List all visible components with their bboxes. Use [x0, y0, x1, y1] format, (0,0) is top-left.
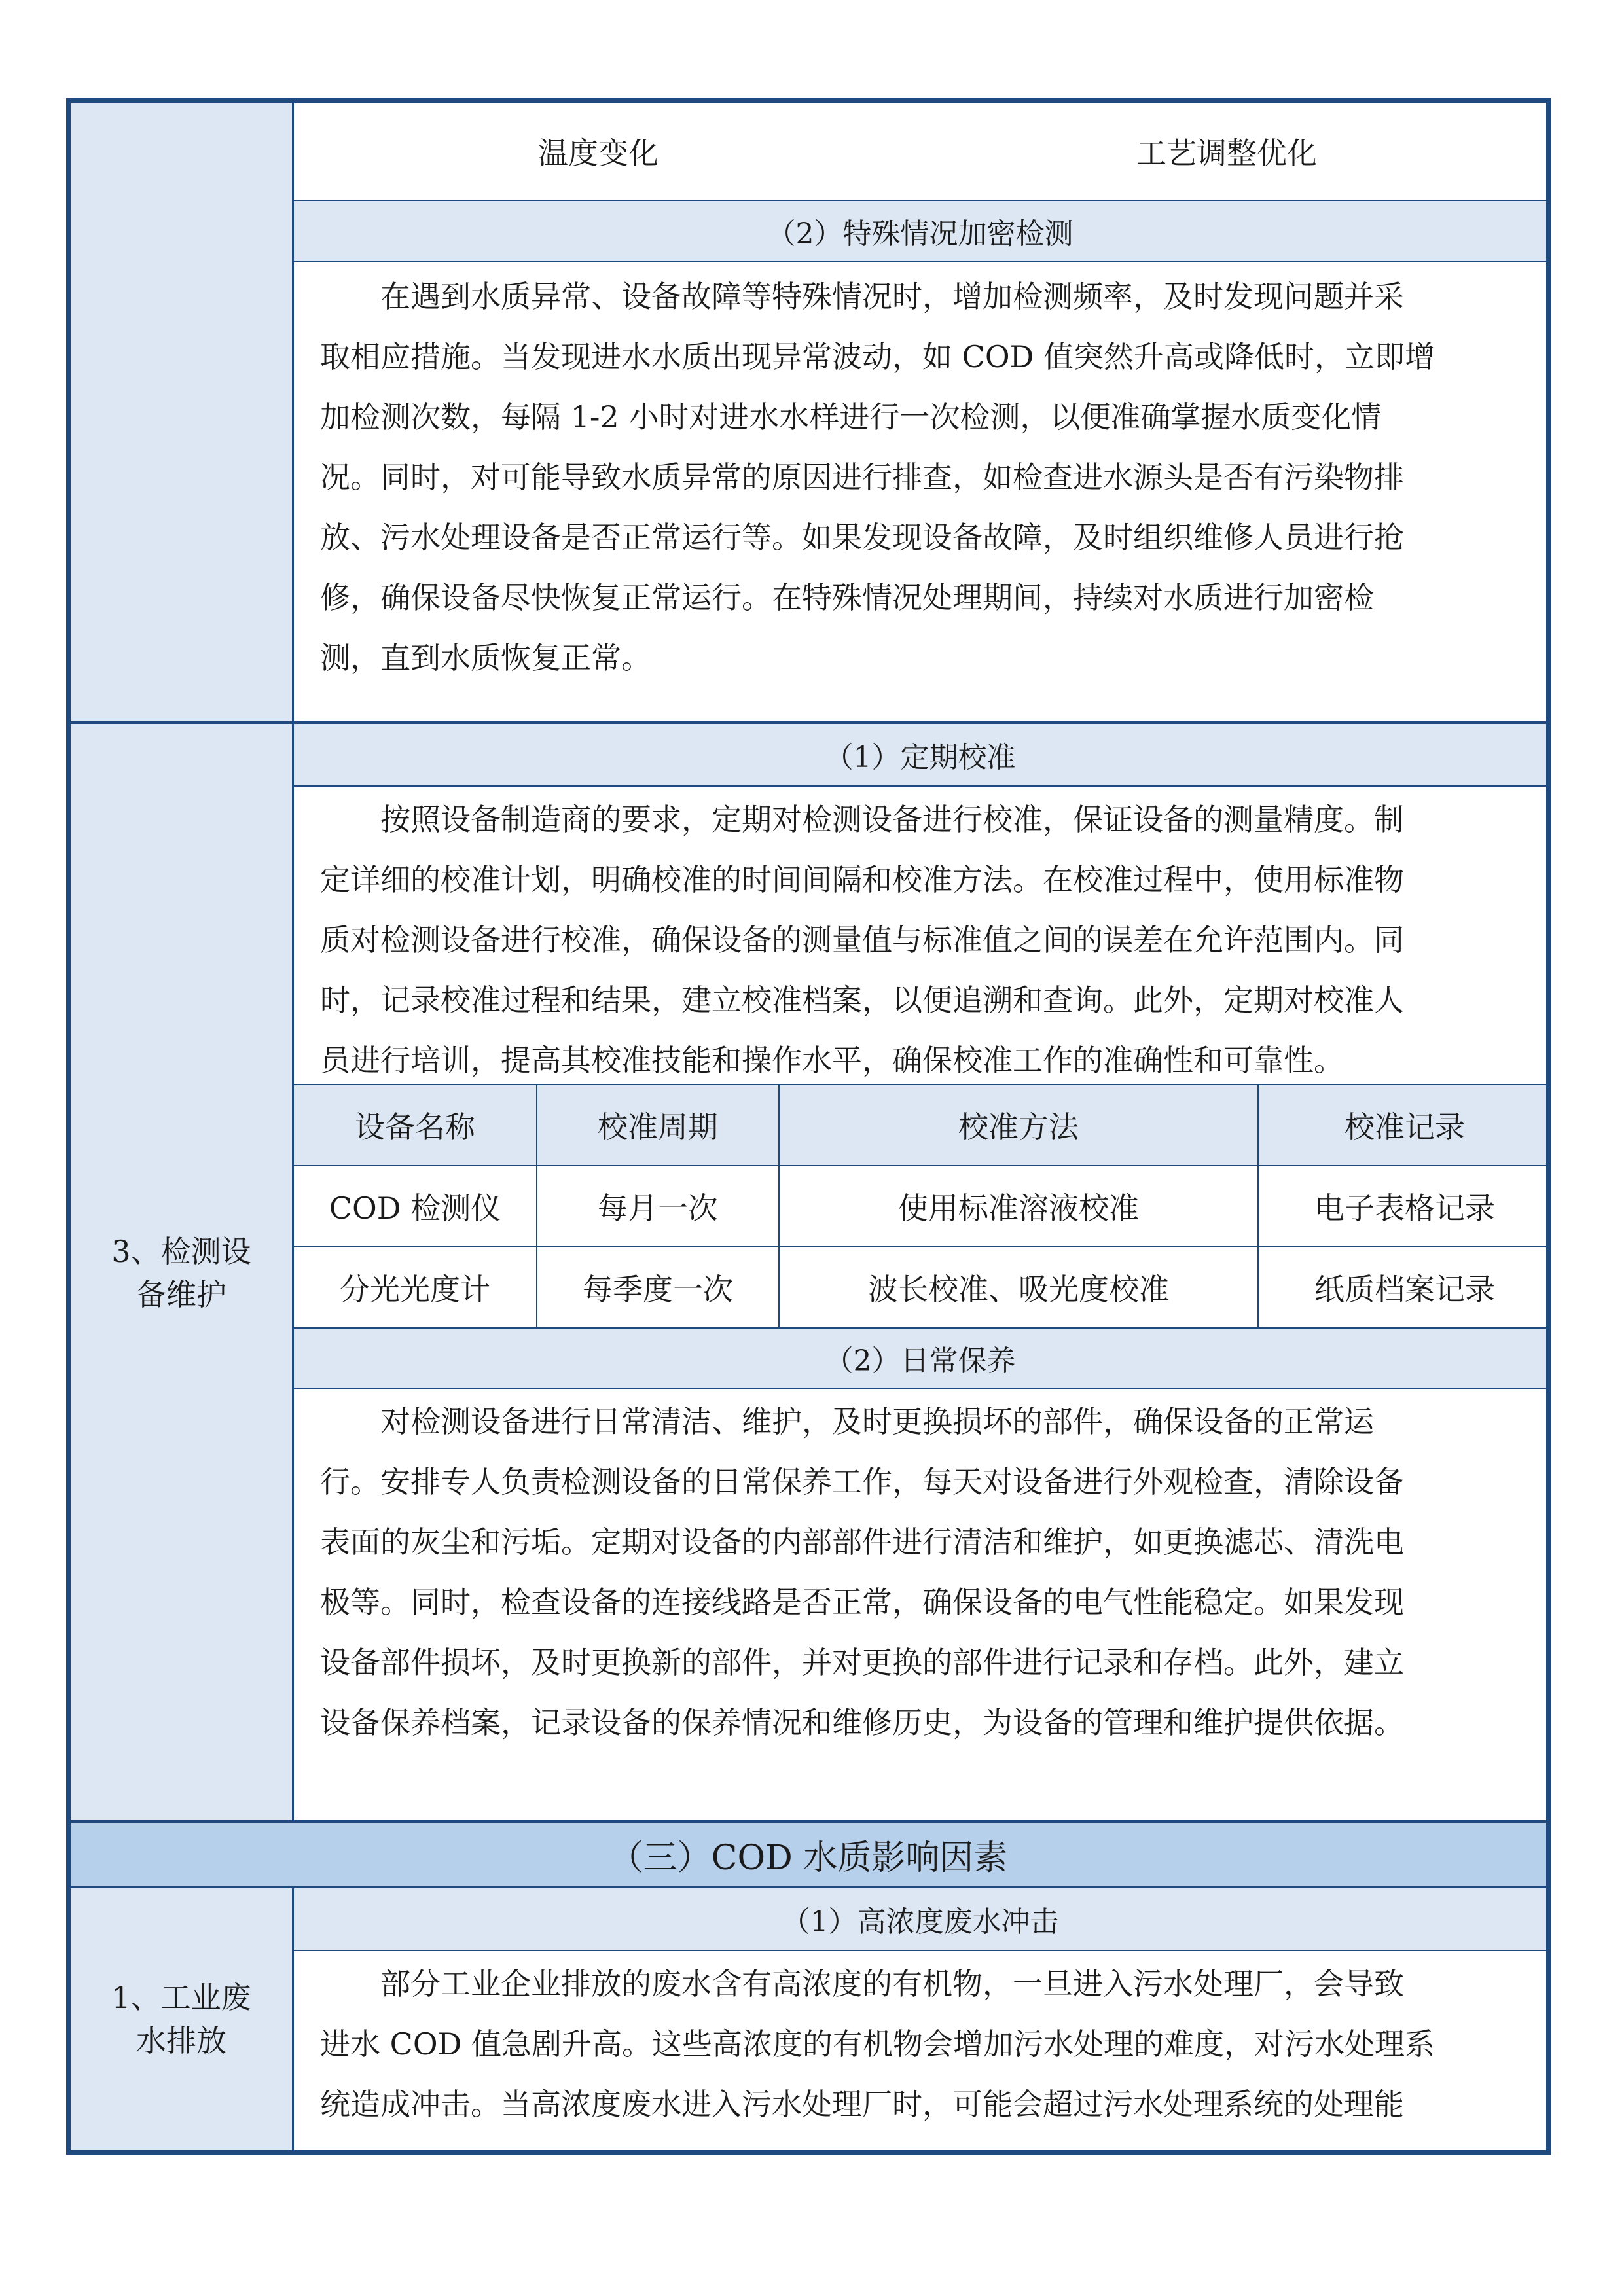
paragraph-line: 进水 COD 值急剧升高。这些高浓度的有机物会增加污水处理的难度，对污水处理系: [320, 2026, 1435, 2062]
block-industrial-wastewater: [71, 1888, 1546, 2150]
table-header-device-name: 设备名称: [355, 1109, 475, 1145]
paragraph-line: 放、污水处理设备是否正常运行等。如果发现设备故障，及时组织维修人员进行抢: [320, 520, 1404, 555]
table-cell: 电子表格记录: [1314, 1191, 1495, 1226]
section-heading: （三）COD 水质影响因素: [71, 1823, 1546, 1886]
paragraph-special-monitoring: [294, 266, 1546, 688]
block-water-monitoring: [71, 103, 1546, 723]
left-label-line: 水排放: [136, 2023, 226, 2058]
paragraph-line: 修，确保设备尽快恢复正常运行。在特殊情况处理期间，持续对水质进行加密检: [320, 580, 1374, 615]
subheading-high-concentration: （1）高浓度废水冲击: [294, 1888, 1546, 1951]
table-cell: COD 检测仪: [329, 1191, 501, 1226]
paragraph-line: 表面的灰尘和污垢。定期对设备的内部部件进行清洁和维护，如更换滤芯、清洗电: [320, 1524, 1404, 1560]
paragraph-line: 统造成冲击。当高浓度废水进入污水处理厂时，可能会超过污水处理系统的处理能: [320, 2087, 1404, 2122]
paragraph-line: 对检测设备进行日常清洁、维护，及时更换损坏的部件，确保设备的正常运: [380, 1404, 1374, 1439]
table-header-calibration-record: 校准记录: [1344, 1109, 1465, 1145]
paragraph-line: 行。安排专人负责检测设备的日常保养工作，每天对设备进行外观检查，清除设备: [320, 1464, 1404, 1499]
paragraph-line: 设备保养档案，记录设备的保养情况和维修历史，为设备的管理和维护提供依据。: [320, 1705, 1404, 1740]
left-label-line: 3、检测设: [111, 1233, 251, 1269]
subheading-daily-maintenance: （2）日常保养: [294, 1329, 1546, 1389]
table-cell-process-optimization: 工艺调整优化: [1136, 135, 1317, 171]
table-header-calibration-cycle: 校准周期: [598, 1109, 718, 1145]
paragraph-line: 设备部件损坏，及时更换新的部件，并对更换的部件进行记录和存档。此外，建立: [320, 1645, 1404, 1680]
left-label-line: 1、工业废: [111, 1980, 251, 2015]
paragraph-line: 时，记录校准过程和结果，建立校准档案，以便追溯和查询。此外，定期对校准人: [320, 982, 1404, 1018]
table-cell: 使用标准溶液校准: [898, 1191, 1139, 1226]
paragraph-line: 定详细的校准计划，明确校准的时间间隔和校准方法。在校准过程中，使用标准物: [320, 862, 1404, 897]
paragraph-line: 取相应措施。当发现进水水质出现异常波动，如 COD 值突然升高或降低时，立即增: [320, 339, 1435, 374]
table-cell: 分光光度计: [340, 1272, 490, 1307]
document-frame: [66, 98, 1551, 2155]
calibration-table: [294, 1084, 1546, 1329]
table-cell: 每季度一次: [583, 1272, 733, 1307]
paragraph-line: 员进行培训，提高其校准技能和操作水平，确保校准工作的准确性和可靠性。: [320, 1043, 1344, 1078]
paragraph-line: 按照设备制造商的要求，定期对检测设备进行校准，保证设备的测量精度。制: [380, 802, 1404, 837]
paragraph-line: 况。同时，对可能导致水质异常的原因进行排查，如检查进水源头是否有污染物排: [320, 459, 1404, 495]
left-label-equipment-maintenance: [71, 724, 294, 1821]
paragraph-daily-maintenance: [294, 1391, 1546, 1753]
paragraph-high-concentration: [294, 1954, 1546, 2134]
table-cell: 每月一次: [598, 1191, 718, 1226]
table-cell: 纸质档案记录: [1314, 1272, 1495, 1307]
subheading-regular-calibration: （1）定期校准: [294, 724, 1546, 787]
table-cell-temperature: 温度变化: [538, 135, 659, 171]
paragraph-line: 极等。同时，检查设备的连接线路是否正常，确保设备的电气性能稳定。如果发现: [320, 1585, 1404, 1620]
left-label-line: 备维护: [136, 1276, 226, 1312]
block-equipment-maintenance: [71, 724, 1546, 1821]
paragraph-line: 部分工业企业排放的废水含有高浓度的有机物，一旦进入污水处理厂，会导致: [380, 1966, 1404, 2001]
paragraph-line: 加检测次数，每隔 1-2 小时对进水水样进行一次检测，以便准确掌握水质变化情: [320, 399, 1382, 435]
left-label-industrial-wastewater: [71, 1888, 294, 2150]
paragraph-line: 测，直到水质恢复正常。: [320, 640, 651, 675]
left-label-empty: [71, 103, 294, 723]
subheading-special-monitoring: （2）特殊情况加密检测: [294, 200, 1546, 262]
table-header-calibration-method: 校准方法: [958, 1109, 1079, 1145]
paragraph-regular-calibration: [294, 789, 1546, 1090]
paragraph-line: 在遇到水质异常、设备故障等特殊情况时，增加检测频率，及时发现问题并采: [380, 279, 1404, 314]
table-cell: 波长校准、吸光度校准: [868, 1272, 1169, 1307]
paragraph-line: 质对检测设备进行校准，确保设备的测量值与标准值之间的误差在允许范围内。同: [320, 922, 1404, 958]
